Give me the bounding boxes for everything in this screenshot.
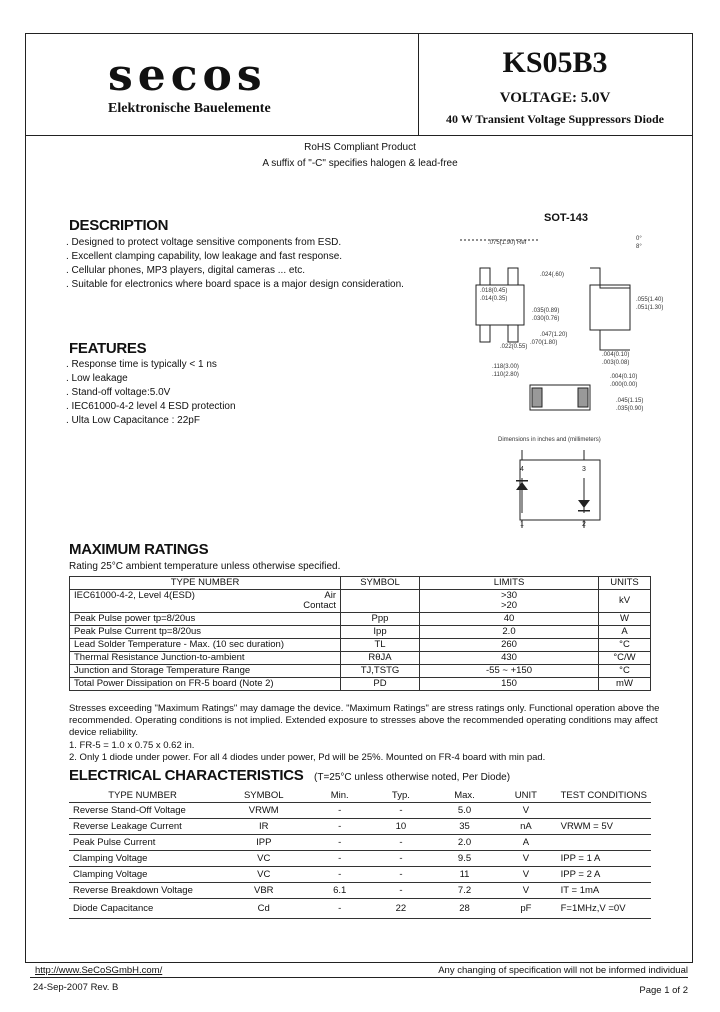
product-description: 40 W Transient Voltage Suppressors Diode	[446, 112, 664, 126]
header-cell: Min.	[312, 790, 368, 803]
cell: W	[599, 613, 651, 626]
cell: TL	[341, 639, 420, 652]
halogen-note: A suffix of "-C" specifies halogen & lead-free	[262, 158, 458, 169]
dim-label: .000(0.00)	[610, 382, 638, 388]
header-divider	[25, 135, 692, 136]
company-logo: secos	[108, 50, 267, 101]
table-row	[69, 883, 651, 899]
cell: 11	[434, 867, 495, 883]
cell: -	[368, 803, 434, 819]
dim-label: .055(1.40)	[636, 297, 664, 303]
table-row	[69, 867, 651, 883]
cell: F=1MHz,V =0V	[557, 899, 651, 919]
cell: 28	[434, 899, 495, 919]
cell: -	[368, 867, 434, 883]
header-cell: SYMBOL	[341, 577, 420, 590]
cell: 260	[420, 639, 599, 652]
package-title: SOT-143	[544, 212, 589, 224]
table-row	[69, 899, 651, 919]
cell: Ipp	[341, 626, 420, 639]
cell: A	[599, 626, 651, 639]
cell: kV	[599, 590, 651, 613]
header-cell: TYPE NUMBER	[70, 577, 341, 590]
cell: 10	[368, 819, 434, 835]
esd-param-cell	[70, 590, 341, 613]
electrical-table	[69, 790, 651, 919]
list-item: . Suitable for electronics where board space is a major design consideration.	[66, 279, 404, 290]
cell	[341, 590, 420, 613]
cell: Lead Solder Temperature - Max. (10 sec duration)	[70, 639, 341, 652]
table-row	[69, 803, 651, 819]
list-item: . Excellent clamping capability, low leakage and fast response.	[66, 251, 343, 262]
esd-limit-contact: >20	[500, 600, 518, 611]
cell: IT = 1mA	[557, 883, 651, 899]
description-list	[66, 236, 404, 292]
table-row	[70, 613, 651, 626]
table-header	[69, 790, 651, 803]
cell: -	[312, 803, 368, 819]
cell: TJ,TSTG	[341, 665, 420, 678]
dim-label: 0°	[636, 236, 642, 242]
cell: 2.0	[434, 835, 495, 851]
note-2: 2. Only 1 diode under power. For all 4 diodes under power, Pd will be 25%. Mounted on FR-4 board with min pad.	[69, 752, 546, 763]
note-1: 1. FR-5 = 1.0 x 0.75 x 0.62 in.	[69, 740, 195, 751]
cell: VRWM	[216, 803, 312, 819]
list-item: . Ulta Low Capacitance : 22pF	[66, 415, 200, 426]
table-row	[70, 590, 651, 613]
pin-label: 1	[520, 521, 524, 528]
cell: IPP = 1 A	[557, 851, 651, 867]
footer-page: Page 1 of 2	[639, 985, 688, 996]
dim-label: .030(0.76)	[532, 316, 560, 322]
cell: Clamping Voltage	[69, 851, 216, 867]
cell: Cd	[216, 899, 312, 919]
pin-label: 4	[520, 466, 524, 473]
cell: V	[495, 883, 556, 899]
footer-disclaimer: Any changing of specification will not be informed individual	[438, 965, 688, 976]
electrical-subtitle: (T=25°C unless otherwise noted, Per Diode)	[314, 772, 511, 783]
dim-label: .047(1.20)	[540, 332, 568, 338]
footer-divider	[30, 977, 688, 978]
cell: Reverse Stand-Off Voltage	[69, 803, 216, 819]
list-item: . Cellular phones, MP3 players, digital cameras ... etc.	[66, 265, 305, 276]
cell: °C	[599, 665, 651, 678]
dim-label: .004(0.10)	[610, 374, 638, 380]
cell: Reverse Breakdown Voltage	[69, 883, 216, 899]
header-cell: SYMBOL	[216, 790, 312, 803]
cell: Peak Pulse power tp=8/20us	[70, 613, 341, 626]
electrical-title: ELECTRICAL CHARACTERISTICS	[69, 767, 304, 784]
cell: Thermal Resistance Junction-to-ambient	[70, 652, 341, 665]
cell: pF	[495, 899, 556, 919]
table-row	[69, 835, 651, 851]
cell: -	[312, 899, 368, 919]
dim-label: .004(0.10)	[602, 352, 630, 358]
dim-label: .075(1.90) Ref	[488, 240, 527, 246]
cell: -	[312, 819, 368, 835]
cell: 430	[420, 652, 599, 665]
cell: Peak Pulse Current	[69, 835, 216, 851]
esd-param: IEC61000-4-2, Level 4(ESD)	[74, 590, 195, 601]
cell: -	[312, 835, 368, 851]
table-row	[70, 678, 651, 691]
header-cell: TYPE NUMBER	[69, 790, 216, 803]
cell: IPP = 2 A	[557, 867, 651, 883]
cell: Peak Pulse Current tp=8/20us	[70, 626, 341, 639]
cell: Diode Capacitance	[69, 899, 216, 919]
cell: 7.2	[434, 883, 495, 899]
cell: VBR	[216, 883, 312, 899]
cell	[557, 803, 651, 819]
description-title: DESCRIPTION	[69, 217, 169, 234]
list-item: . IEC61000-4-2 level 4 ESD protection	[66, 401, 236, 412]
dim-label: .018(0.45)	[480, 288, 508, 294]
cell: -	[312, 867, 368, 883]
cell: nA	[495, 819, 556, 835]
dim-label: .022(0.55)	[500, 344, 528, 350]
cell: -	[312, 851, 368, 867]
max-ratings-note: Rating 25°C ambient temperature unless otherwise specified.	[69, 561, 341, 572]
dim-label: .110(2.80)	[492, 372, 519, 378]
cell: PD	[341, 678, 420, 691]
dim-label: .070(1.80)	[530, 340, 558, 346]
features-title: FEATURES	[69, 340, 147, 357]
cell: RθJA	[341, 652, 420, 665]
footer-date: 24-Sep-2007 Rev. B	[33, 982, 119, 993]
cell: 6.1	[312, 883, 368, 899]
cell: -	[368, 883, 434, 899]
cell: VC	[216, 851, 312, 867]
cell: Clamping Voltage	[69, 867, 216, 883]
cell: V	[495, 851, 556, 867]
max-ratings-table	[69, 576, 651, 691]
dim-label: .035(0.89)	[532, 308, 560, 314]
header-cell: UNIT	[495, 790, 556, 803]
cell: 2.0	[420, 626, 599, 639]
dim-label: .051(1.30)	[636, 305, 664, 311]
cell: 22	[368, 899, 434, 919]
cell: °C/W	[599, 652, 651, 665]
table-header	[70, 577, 651, 590]
cell: -	[368, 835, 434, 851]
cell: Ppp	[341, 613, 420, 626]
list-item: . Response time is typically < 1 ns	[66, 359, 217, 370]
table-row	[70, 626, 651, 639]
esd-contact: Contact	[303, 600, 336, 611]
rohs-label: RoHS Compliant Product	[304, 142, 416, 153]
stress-note: Stresses exceeding "Maximum Ratings" may damage the device. "Maximum Ratings" are stress ratings only. Functional operation above the recommended. Operating conditions is not implied. Extended exposure to stresses above the recommended operating conditions may affect device reliability.	[69, 703, 660, 738]
cell: IR	[216, 819, 312, 835]
list-item: . Designed to protect voltage sensitive components from ESD.	[66, 237, 342, 248]
dim-label: .003(0.08)	[602, 360, 630, 366]
company-subtitle: Elektronische Bauelemente	[108, 101, 271, 116]
esd-limit-air: >30	[500, 590, 518, 601]
cell: VRWM = 5V	[557, 819, 651, 835]
list-item: . Stand-off voltage:5.0V	[66, 387, 171, 398]
cell: -	[368, 851, 434, 867]
header-cell: UNITS	[599, 577, 651, 590]
cell: A	[495, 835, 556, 851]
table-row	[70, 639, 651, 652]
cell: 5.0	[434, 803, 495, 819]
features-list	[66, 358, 236, 428]
cell: V	[495, 867, 556, 883]
header-cell: Typ.	[368, 790, 434, 803]
cell	[557, 835, 651, 851]
cell: 35	[434, 819, 495, 835]
header-vdivider	[418, 33, 419, 135]
cell: Reverse Leakage Current	[69, 819, 216, 835]
header-cell: LIMITS	[420, 577, 599, 590]
dimension-note: Dimensions in inches and (millimeters)	[498, 437, 601, 443]
cell: mW	[599, 678, 651, 691]
dim-label: .035(0.90)	[616, 406, 644, 412]
esd-modes	[303, 591, 336, 611]
dim-label: .045(1.15)	[616, 398, 644, 404]
header-cell: Max.	[434, 790, 495, 803]
cell: 40	[420, 613, 599, 626]
cell: °C	[599, 639, 651, 652]
dim-label: .118(3.00)	[492, 364, 519, 370]
table-row	[70, 665, 651, 678]
voltage-rating: VOLTAGE: 5.0V	[499, 90, 611, 106]
part-number: KS05B3	[502, 46, 608, 79]
max-ratings-title: MAXIMUM RATINGS	[69, 541, 209, 558]
pin-label: 3	[582, 466, 586, 473]
cell: 150	[420, 678, 599, 691]
esd-air: Air	[324, 590, 336, 601]
cell: VC	[216, 867, 312, 883]
cell: 9.5	[434, 851, 495, 867]
footer-url[interactable]: http://www.SeCoSGmbH.com/	[35, 965, 163, 976]
dim-label: .024(.60)	[540, 272, 565, 278]
table-row	[69, 819, 651, 835]
pin-label: 2	[582, 521, 586, 528]
dim-label: 8°	[636, 244, 642, 250]
cell: Junction and Storage Temperature Range	[70, 665, 341, 678]
cell: -55 ~ +150	[420, 665, 599, 678]
cell	[420, 590, 599, 613]
package-drawing	[440, 228, 670, 528]
dim-label: .014(0.35)	[480, 296, 508, 302]
table-row	[69, 851, 651, 867]
cell: IPP	[216, 835, 312, 851]
table-row	[70, 652, 651, 665]
cell: V	[495, 803, 556, 819]
header-cell: TEST CONDITIONS	[557, 790, 651, 803]
cell: Total Power Dissipation on FR-5 board (Note 2)	[70, 678, 341, 691]
list-item: . Low leakage	[66, 373, 128, 384]
